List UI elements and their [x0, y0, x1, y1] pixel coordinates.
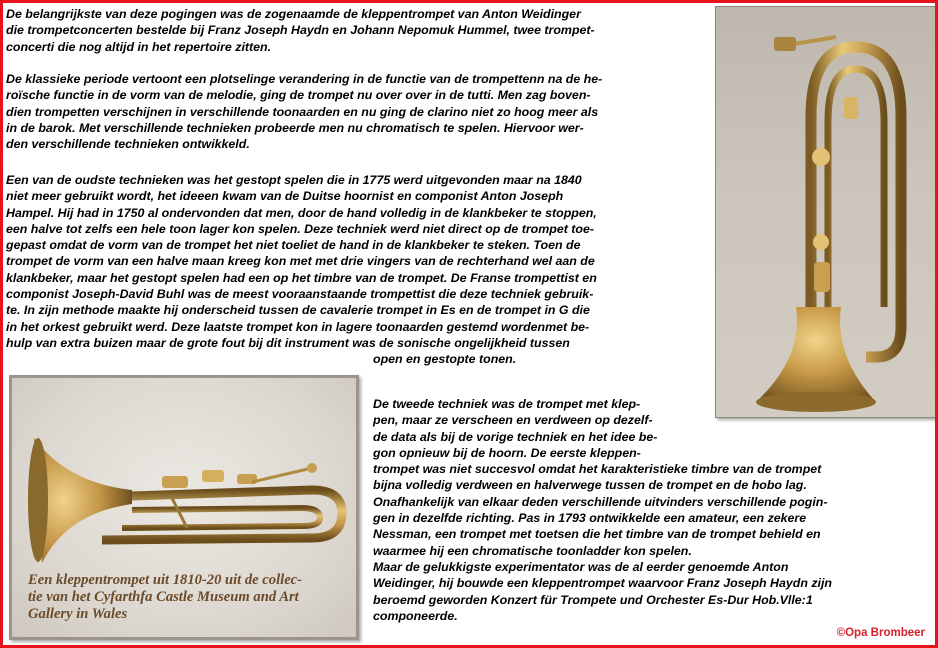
paragraph-4 [373, 396, 832, 624]
text-line: componeerde. [373, 608, 458, 623]
paragraph-1 [6, 6, 595, 55]
text-line: Hampel. Hij had in 1750 al ondervonden dat men, door de hand volledig in de klankbeker te stoppen, [6, 205, 597, 220]
text-line: gen in dezelfde richting. Pas in 1793 ontwikkelde een amateur, een zekere [373, 511, 807, 526]
text-line: Onafhankelijk van elkaar deden verschillende uitvinders verschillende pogin- [373, 494, 828, 509]
paragraph-2 [6, 71, 602, 152]
text-line: roïsche functie in de vorm van de melodie, ging de trompet nu over over in de tutti. Men zag boven- [6, 88, 591, 103]
text-line: open en gestopte tonen. [373, 352, 517, 367]
text-line: beroemd geworden Konzert für Trompete und Orchester Es-Dur Hob.Vlle:1 [373, 592, 813, 607]
text-line: Nessman, een trompet met toetsen die het timbre van de trompet behield en [373, 527, 821, 542]
photo-caption [28, 572, 302, 624]
text-line: gepast omdat de vorm van de trompet het niet toeliet de hand in de klankbeker te steken. Toen de [6, 238, 581, 253]
caption-line: Een kleppentrompet uit 1810-20 uit de collec- [28, 572, 303, 588]
text-line: bijna volledig verdween en halverwege tussen de trompet en de hobo lag. [373, 478, 807, 493]
text-line: die trompetconcerten bestelde bij Franz Joseph Haydn en Johann Nepomuk Hummel, twee trompet- [6, 23, 595, 38]
caption-line: tie van het Cyfarthfa Castle Museum and Art [28, 589, 299, 606]
paragraph-3 [6, 172, 597, 368]
text-line: Weidinger, hij bouwde een kleppentrompet waarvoor Franz Joseph Haydn zijn [373, 576, 832, 591]
text-line: in het orkest gebruikt werd. Deze laatste trompet kon in lagere toonaarden gestemd wordenmet be- [6, 319, 590, 334]
text-line: trompet was niet succesvol omdat het karakteristieke timbre van de trompet [373, 462, 822, 477]
keyed-trumpet-photo-horizontal [9, 375, 359, 640]
text-line: den verschillende technieken ontwikkeld. [6, 137, 250, 152]
text-line: concerti die nog altijd in het repertoire zitten. [6, 39, 272, 54]
text-line: De klassieke periode vertoont een plotselinge verandering in de functie van de trompettenn na de he- [6, 72, 603, 86]
keyed-trumpet-upright-image [716, 7, 936, 417]
text-line: waarmee hij een chromatische toonladder kon spelen. [373, 543, 692, 558]
text-line: Een van de oudste technieken was het gestopt spelen die in 1775 werd uitgevonden maar na 1840 [6, 173, 582, 187]
text-line: de data als bij de vorige techniek en het idee be- [373, 429, 658, 444]
text-line: te. In zijn methode maakte hij onderscheid tussen de cavalerie trompet in Es en de trompet in G die [6, 303, 590, 318]
text-line: De tweede techniek was de trompet met klep- [373, 397, 641, 411]
text-line: pen, maar ze verscheen en verdween op dezelf- [373, 413, 653, 428]
copyright-credit: ©Opa Brombeer [836, 627, 925, 639]
text-line: niet meer gebruikt wordt, het ideeen kwam van de Duitse hoornist en componist Anton Joseph [6, 189, 564, 204]
text-line: in de barok. Met verschillende technieken probeerde men nu chromatisch te spelen. Hiervoor wer- [6, 120, 584, 135]
text-line: klankbeker, maar het gestopt spelen had een op het timbre van de trompet. De Franse trompettist en [6, 270, 597, 285]
text-line: De belangrijkste van deze pogingen was de zogenaamde de kleppentrompet van Anton Weidinger [6, 7, 581, 21]
keyed-trumpet-photo-upright [715, 6, 937, 418]
text-line: dien trompetten verschijnen in verschillende toonaarden en nu ging de clarino niet zo hoog meer als [6, 104, 599, 119]
text-line: trompet de vorm van een halve maan kreeg kon met met drie vingers van de rechterhand wel aan de [6, 254, 595, 269]
text-line: gon opnieuw bij de hoorn. De eerste kleppen- [373, 445, 641, 460]
text-line: hulp van extra buizen maar de grote fout bij dit instrument was de sonische ongelijkheid tussen [6, 335, 570, 350]
caption-line: Gallery in Wales [28, 606, 128, 623]
text-line: componist Joseph-David Buhl was de meest vooraanstaande trompettist die deze techniek gebruik- [6, 287, 594, 302]
text-line: Maar de gelukkigste experimentator was de al eerder genoemde Anton [373, 559, 789, 574]
text-line: een halve tot zelfs een hele toon lager kon spelen. Deze techniek werd niet direct op de trompet toe- [6, 221, 594, 236]
